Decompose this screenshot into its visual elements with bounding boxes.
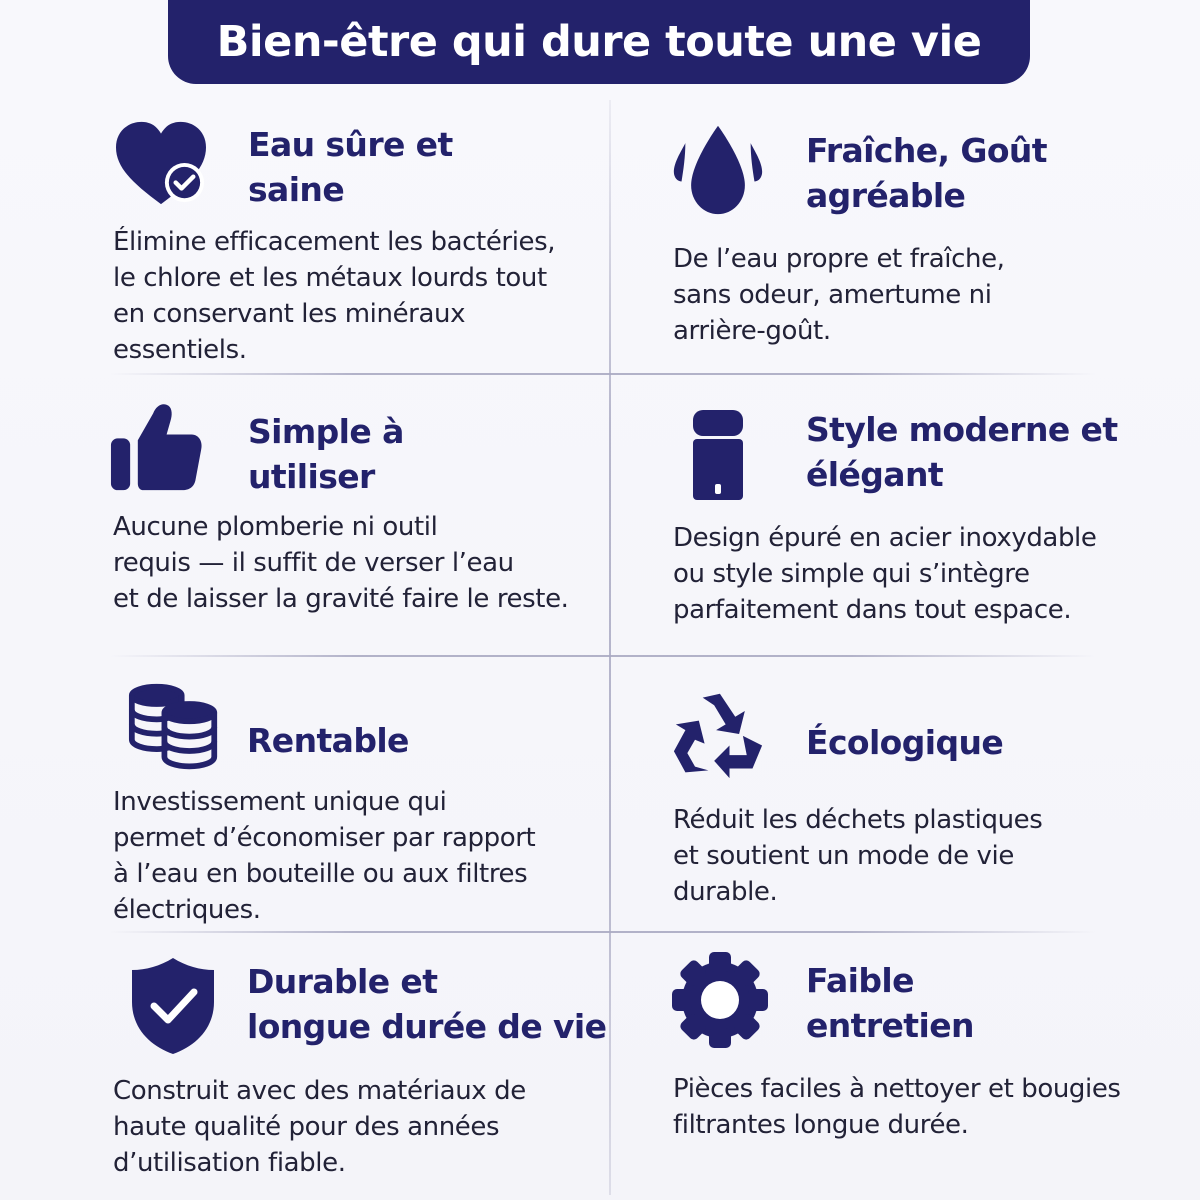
coins-stack-icon bbox=[126, 682, 222, 774]
water-drops-icon bbox=[670, 122, 766, 218]
feature-desc-cost-effective: Investissement unique qui permet d’économiser par rapport à l’eau en bouteille ou aux filtres électriques. bbox=[113, 787, 536, 925]
dispenser-icon bbox=[690, 408, 746, 502]
feature-desc-safe-water: Élimine efficacement les bactéries, le chlore et les métaux lourds tout en conservant les minéraux essentiels. bbox=[113, 227, 556, 365]
feature-desc-easy-use: Aucune plomberie ni outil requis — il suffit de verser l’eau et de laisser la gravité faire le reste. bbox=[113, 512, 569, 614]
feature-desc-fresh-taste: De l’eau propre et fraîche, sans odeur, amertume ni arrière-goût. bbox=[673, 244, 1005, 346]
feature-title-modern-style: Style moderne et élégant bbox=[806, 410, 1118, 494]
feature-title-easy-use: Simple à utiliser bbox=[248, 412, 404, 496]
gear-icon bbox=[668, 950, 772, 1050]
feature-title-safe-water: Eau sûre et saine bbox=[248, 125, 453, 209]
feature-title-cost-effective: Rentable bbox=[247, 721, 409, 760]
shield-check-icon bbox=[128, 956, 218, 1056]
thumbs-up-icon bbox=[109, 400, 205, 494]
feature-desc-low-maintenance: Pièces faciles à nettoyer et bougies filtrantes longue durée. bbox=[673, 1074, 1121, 1140]
feature-desc-modern-style: Design épuré en acier inoxydable ou style simple qui s’intègre parfaitement dans tout espace. bbox=[673, 523, 1097, 625]
horizontal-divider-1 bbox=[110, 373, 1095, 375]
horizontal-divider-2 bbox=[110, 655, 1095, 657]
vertical-divider bbox=[609, 100, 611, 1195]
feature-desc-durable: Construit avec des matériaux de haute qualité pour des années d’utilisation fiable. bbox=[113, 1076, 526, 1178]
feature-title-fresh-taste: Fraîche, Goût agréable bbox=[806, 131, 1047, 215]
feature-title-ecological: Écologique bbox=[806, 723, 1004, 762]
feature-title-durable: Durable et longue durée de vie bbox=[247, 962, 607, 1046]
title-banner bbox=[168, 0, 1030, 84]
recycle-icon bbox=[670, 688, 766, 780]
heart-check-icon bbox=[112, 118, 210, 208]
page-title: Bien-être qui dure toute une vie bbox=[216, 17, 982, 67]
feature-desc-ecological: Réduit les déchets plastiques et soutient un mode de vie durable. bbox=[673, 805, 1043, 907]
feature-title-low-maintenance: Faible entretien bbox=[806, 961, 974, 1045]
horizontal-divider-3 bbox=[110, 931, 1095, 933]
